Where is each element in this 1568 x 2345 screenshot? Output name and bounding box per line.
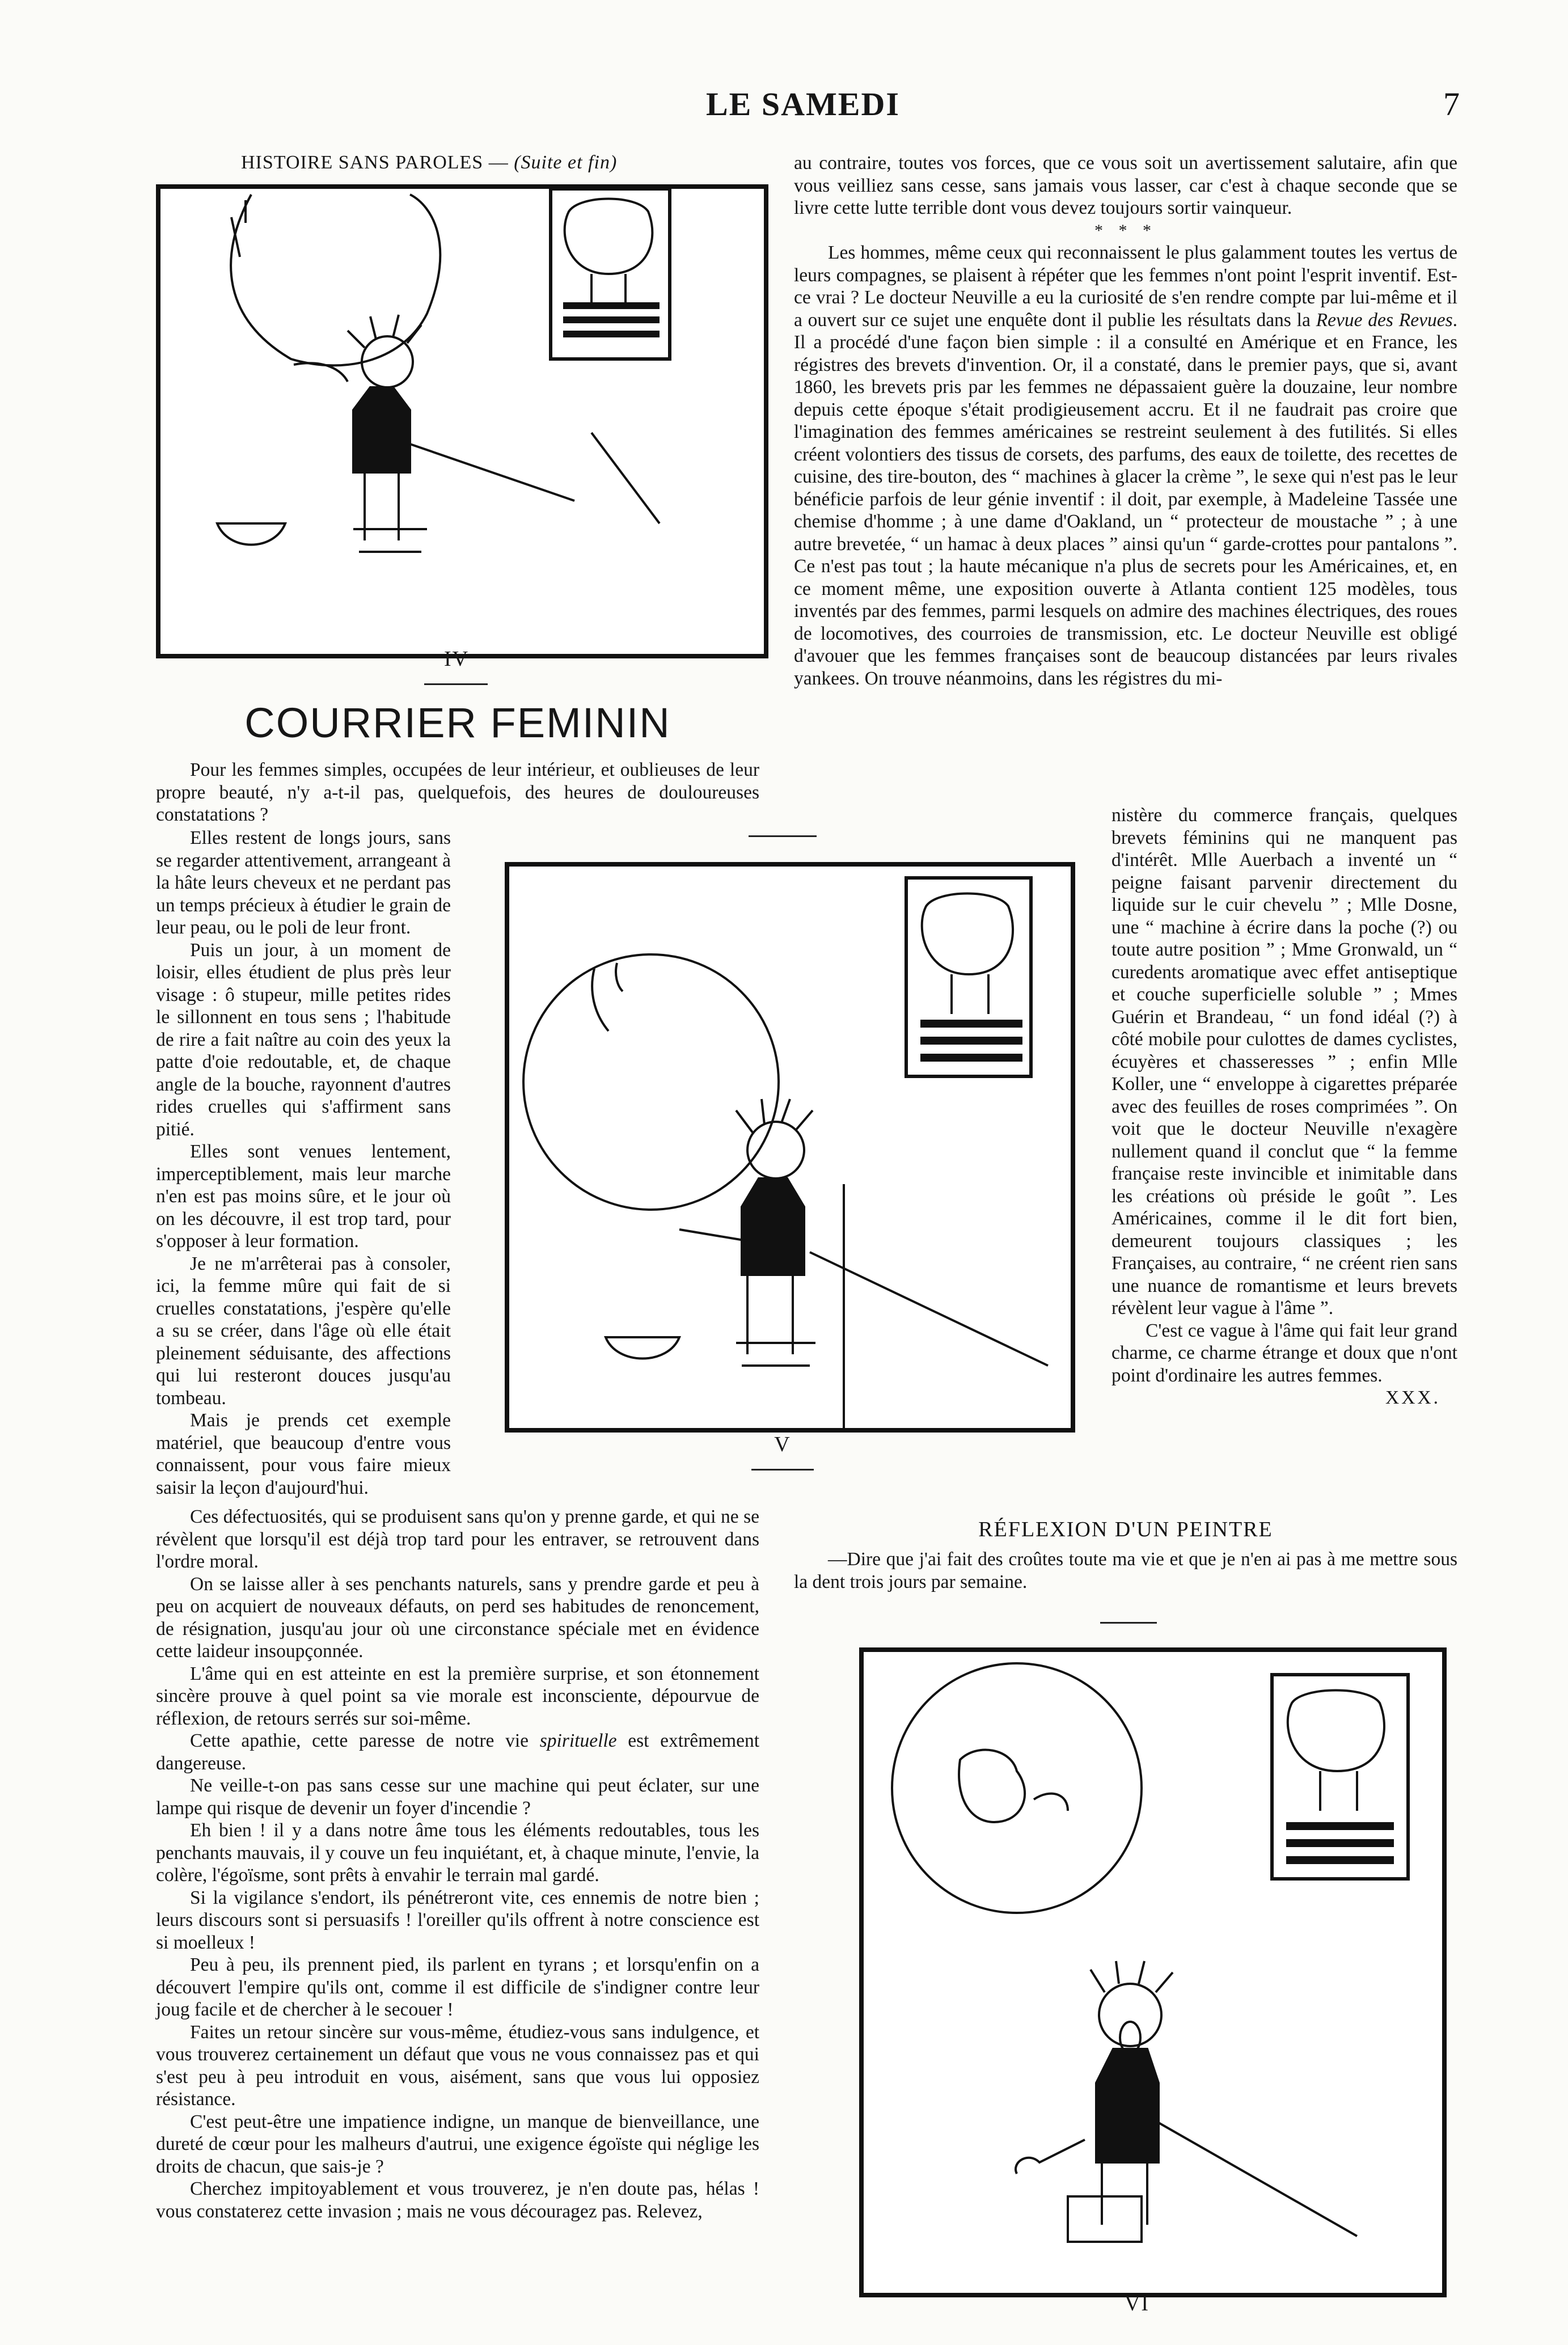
intro-paragraph: Pour les femmes simples, occupées de leur intérieur, et oublieuses de leur propre beauté, n'y a-t-il pas, quelquefois, des heures de douloureuses constatations ?: [156, 759, 759, 825]
paragraph: Mais je prends cet exemple matériel, que beaucoup d'entre vous connaissent, pour vous faire mieux saisir la leçon d'aujourd'hui.: [156, 1410, 451, 1498]
right-column-narrow: [1111, 804, 1457, 1409]
joke-text-block: [794, 1548, 1457, 1593]
comic-panel-v: [505, 862, 1075, 1433]
joke-title: RÉFLEXION D'UN PEINTRE: [978, 1518, 1273, 1541]
section-stars: * * *: [1094, 221, 1157, 240]
paragraph: Je ne m'arrêterai pas à consoler, ici, la femme mûre qui fait de si cruelles constatations, j'espère qu'elle a su se créer, dans l'âge où elle était pleinement séduisante, des affections qui lui resteront douces jusqu'au tombeau.: [156, 1253, 451, 1409]
paragraph: C'est peut-être une impatience indigne, un manque de bienveillance, une dureté de cœur pour les malheurs d'autrui, une exigence égoïste qui néglige les droits de chacun, que sais-je ?: [156, 2111, 759, 2177]
comic-panel-vi: [859, 1647, 1447, 2297]
comic-heading-suffix: (Suite et fin): [514, 152, 618, 173]
closing-paragraph: C'est ce vague à l'âme qui fait leur grand charme, ce charme étrange et doux que n'ont point d'ordinaire les autres femmes.: [1111, 1320, 1457, 1386]
article-intro: [156, 759, 759, 826]
inventions-paragraph-cont: nistère du commerce français, quelques brevets féminins qui ne manquent pas d'intérêt. Mlle Auerbach a inventé un “ peigne faisant parvenir directement du liquide sur le cuir chevelu ” ; Mlle Dosne, une “ machine à écrire dans la poche (?) ou toute autre position ” ; Mme Gronwald, un “ curedents aromatique avec effet antiseptique et couche superficielle soluble ” ; Mmes Guérin et Brandeau, “ un fond idéal (?) à côté mobile pour culottes de dames cyclistes, écuyères et chasseresses ” ; enfin Mlle Koller, une “ enveloppe à cigarettes préparée avec des feuilles de roses comprimées ”. On voit que le docteur Neuville n'exagère nullement quand il conclut que “ la femme française reste invincible et inimitable dans les créations où préside le goût ”. Les Américaines, comme il le dit fort bien, demeurent toujours classiques ; les Françaises, au contraire, “ ne créent rien sans une nuance de romantisme et leurs brevets révèlent leur vague à l'âme ”.: [1111, 805, 1457, 1319]
caption-divider: [424, 683, 488, 685]
paragraph: Si la vigilance s'endort, ils pénétreront vite, ces ennemis de notre bien ; leurs discours sont si persuasifs ! l'oreiller qu'ils offrent à notre conscience est si moelleux !: [156, 1887, 759, 1953]
continuation-paragraph: au contraire, toutes vos forces, que ce vous soit un avertissement salutaire, afin que vous veilliez sans cesse, sans jamais vous lasser, car c'est à chaque seconde que se livre cette lutte terrible dont vous devez toujours sortir vainqueur.: [794, 153, 1457, 218]
paragraph: L'âme qui en est atteinte en est la première surprise, et son étonnement sincère prouve à quel point sa vie morale est inconsciente, dépourvue de réflexion, de retours serrés sur soi-même.: [156, 1663, 759, 1729]
paragraph: Peu à peu, ils prennent pied, ils parlent en tyrans ; et lorsqu'enfin on a découvert l'empire qu'ils ont, comme il est difficile de s'indigner contre leur joug facile et de chercher à le secouer !: [156, 1954, 759, 2020]
paragraph: Eh bien ! il y a dans notre âme tous les éléments redoutables, tous les penchants mauvais, il y couve un feu inquiétant, et, à chaque minute, l'envie, la colère, l'égoïsme, sont prêts à envahir le terrain mal gardé.: [156, 1820, 759, 1886]
signature: XXX.: [1385, 1387, 1440, 1408]
right-column-top: [794, 152, 1457, 690]
paragraph: Elles sont venues lentement, imperceptiblement, mais leur marche n'en est pas moins sûre, et le jour où on les découvre, il est trop tard, pour s'opposer à leur formation.: [156, 1141, 451, 1252]
paragraph-apathie: Cette apathie, cette paresse de notre vie spirituelle est extrêmement dangereuse.: [156, 1730, 760, 1774]
paragraph: Cherchez impitoyablement et vous trouverez, je n'en doute pas, hélas ! vous constaterez cette invasion ; mais ne vous découragez pas. Relevez,: [156, 2178, 759, 2222]
paragraph: Ne veille-t-on pas sans cesse sur une machine qui peut éclater, sur une lampe qui risque de devenir un foyer d'incendie ?: [156, 1775, 759, 1819]
paragraph: On se laisse aller à ses penchants naturels, sans y prendre garde et peu à peu on acquiert de nouveaux défauts, on perd ses habitudes de renoncement, de résignation, jusqu'au jour où une circonstance spéciale met en évidence cette laideur insoupçonnée.: [156, 1573, 759, 1662]
panel-divider: [1100, 1622, 1157, 1624]
inventions-paragraph: Les hommes, même ceux qui reconnaissent le plus galamment toutes les vertus de leurs compagnes, se plaisent à répéter que les femmes n'ont point l'esprit inventif. Est-ce vrai ? Le docteur Neuville a eu la curiosité de s'en rendre compte par lui-même et il a ouvert sur ce sujet une enquête dont il publie les résultats dans la Revue des Revues. Il a procédé d'une façon bien simple : il a consulté en Amérique et en France, les régistres des brevets d'invention. Or, il a constaté, dans le premier pays, que si, avant 1860, les brevets pris par les femmes ne dépassaient guère la douzaine, leur nombre depuis cette époque s'était prodigieusement accru. Et il ne faudrait pas croire que l'imagination des femmes américaines se restreint seulement à des futilités. Si elles créent volontiers des tissus de corsets, des parfums, des eaux de toilette, des recettes de cuisine, des tire-bouton, des “ machines à glacer la crème ”, le sexe qui n'est pas le leur bénéficie parfois de leur génie inventif : il doit, par exemple, à Madeleine Tassée une chemise d'homme ; à une dame d'Oakland, un “ protecteur de moustache ” ; à une autre brevetée, “ un hamac à deux places ” ainsi qu'un “ garde-crottes pour pantalons ”. Ce n'est pas tout ; la haute mécanique n'a plus de secrets pour les Américaines, et, en ce moment même, une exposition ouverte à Atlanta contient 125 modèles, tous inventés par des femmes, parmi lesquels on admire des machines électriques, des roues de locomotives, des courroies de transmission, etc. Le docteur Neuville est obligé d'avouer que les femmes françaises sont de beaucoup distancées par leurs rivales yankees. On trouve néanmoins, dans les régistres du mi-: [794, 242, 1457, 689]
boy-shocked-at-reflection-illustration: [864, 1652, 1442, 2293]
page-number: 7: [1443, 86, 1461, 122]
paragraph: Puis un jour, à un moment de loisir, elles étudient de plus près leur visage : ô stupeur, mille petites rides le sillonnent en tous sens ; l'habitude de rire a fait naître au coin des yeux la patte d'oie redoutable, et, de chaque angle de la bouche, rayonnent d'autres rides cruelles qui s'affirment sans pitié.: [156, 939, 451, 1140]
article-narrow-column: [156, 827, 451, 1499]
panel-iv-caption: IV: [443, 647, 470, 671]
joke-text: —Dire que j'ai fait des croûtes toute ma vie et que je n'en ai pas à me mettre sous la dent trois jours par semaine.: [794, 1549, 1457, 1592]
comic-panel-iv: [156, 184, 768, 658]
paragraph: Ces défectuosités, qui se produisent sans qu'on y prenne garde, et qui ne se révèlent que lorsqu'il est déjà trop tard pour les entraver, se retrouvent dans l'ordre moral.: [156, 1506, 759, 1572]
panel-divider: [749, 835, 817, 837]
panel-v-caption: V: [774, 1433, 791, 1456]
boy-blowing-bubble-illustration: [160, 189, 764, 654]
paragraph: Faites un retour sincère sur vous-même, étudiez-vous sans indulgence, et vous trouverez certainement un défaut que vous ne vous connaissez pas et qui s'est peu à peu introduit en vous, aisément, sans que vous lui opposiez résistance.: [156, 2021, 759, 2110]
panel-vi-caption: VI: [1124, 2292, 1150, 2316]
comic-heading-title: HISTOIRE SANS PAROLES: [241, 152, 484, 173]
article-title: COURRIER FEMININ: [244, 699, 671, 746]
caption-divider: [751, 1469, 814, 1471]
comic-heading: HISTOIRE SANS PAROLES — (Suite et fin): [241, 152, 618, 173]
paragraph: Elles restent de longs jours, sans se regarder attentivement, arrangeant à la hâte leurs cheveux et ne perdant pas un temps précieux à étudier le grain de leur peau, ou le poli de leur front.: [156, 827, 451, 938]
newspaper-title: LE SAMEDI: [706, 86, 900, 122]
boy-with-large-bubble-illustration: [509, 867, 1071, 1428]
article-wide-column: [156, 1506, 759, 2223]
